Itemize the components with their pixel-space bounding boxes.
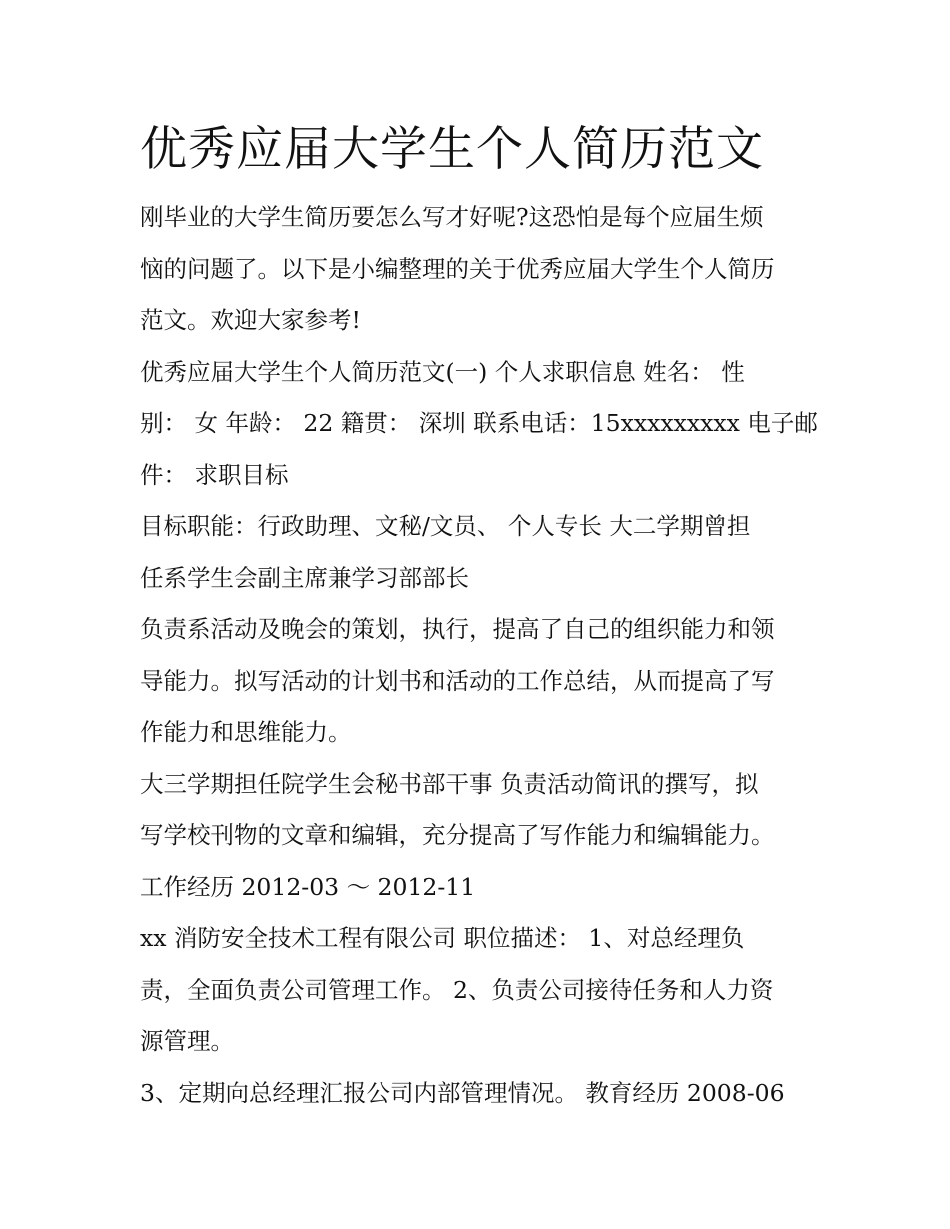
document-title: 优秀应届大学生个人简历范文 xyxy=(140,122,764,177)
paragraph-company xyxy=(140,913,820,1068)
paragraph-work-period xyxy=(140,862,820,914)
paragraph-personal-info xyxy=(140,347,820,502)
paragraph-target-job xyxy=(140,501,820,604)
text-line: 3、定期向总经理汇报公司内部管理情况。 教育经历 2008-06 xyxy=(140,1078,785,1107)
text-line: 写学校刊物的文章和编辑，充分提高了写作能力和编辑能力。 xyxy=(140,821,775,849)
text-line: 大三学期担任院学生会秘书部干事 负责活动简讯的撰写，拟 xyxy=(140,769,759,798)
text-line: 任系学生会副主席兼学习部部长 xyxy=(140,563,469,592)
text-line: xx 消防安全技术工程有限公司 职位描述： 1、对总经理负 xyxy=(140,924,745,952)
paragraph-student-union xyxy=(140,759,820,862)
text-line: 作能力和思维能力。 xyxy=(140,718,352,746)
text-line: 源管理。 xyxy=(140,1027,234,1055)
paragraph-intro xyxy=(140,192,820,347)
text-line: 刚毕业的大学生简历要怎么写才好呢?这恐怕是每个应届生烦 xyxy=(140,203,764,231)
document-page xyxy=(140,118,820,1119)
text-line: 导能力。拟写活动的计划书和活动的工作总结，从而提高了写 xyxy=(140,666,775,695)
text-line: 范文。欢迎大家参考! xyxy=(140,306,361,334)
text-line: 负责系活动及晚会的策划，执行，提高了自己的组织能力和领 xyxy=(140,615,775,643)
text-line: 工作经历 2012-03 ～ 2012-11 xyxy=(140,872,476,901)
text-line: 优秀应届大学生个人简历范文(一) 个人求职信息 姓名： 性 xyxy=(140,357,745,386)
text-line: 别： 女 年龄： 22 籍贯： 深圳 联系电话：15xxxxxxxxx 电子邮 xyxy=(140,409,818,437)
paragraph-report-education xyxy=(140,1068,820,1120)
paragraph-responsibilities xyxy=(140,604,820,759)
text-line: 目标职能：行政助理、文秘/文员、 个人专长 大二学期曾担 xyxy=(140,512,751,540)
text-line: 件： 求职目标 xyxy=(140,460,289,489)
text-line: 恼的问题了。以下是小编整理的关于优秀应届大学生个人简历 xyxy=(140,254,775,283)
text-line: 责，全面负责公司管理工作。 2、负责公司接待任务和人力资 xyxy=(140,975,774,1004)
